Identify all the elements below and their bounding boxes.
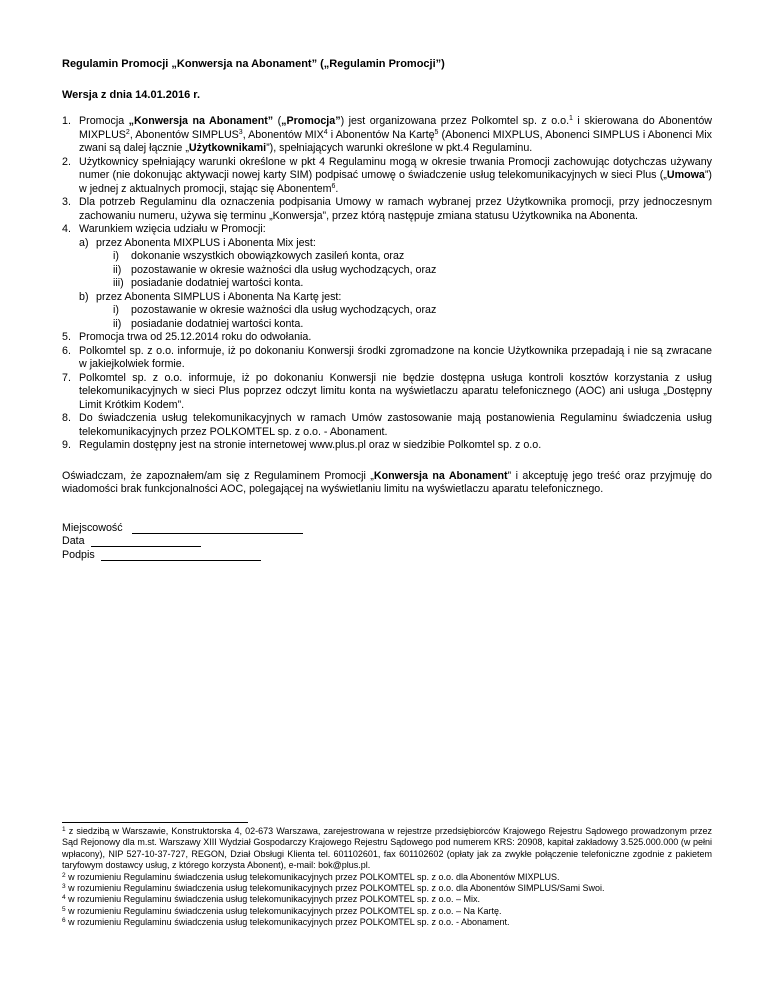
rule-4a-i: i) dokonanie wszystkich obowiązkowych zasileń konta, oraz [113, 250, 405, 262]
signature-input-line[interactable] [101, 549, 261, 561]
place-label: Miejscowość [62, 521, 123, 534]
rule-6: 6. Polkomtel sp. z o.o. informuje, iż po dokonaniu Konwersji środki zgromadzone na koncie Użytkownika przepadają i nie są zwracane w jakiejkolwiek formie. [62, 344, 712, 370]
rule-4b-i: i) pozostawanie w okresie ważności dla usług wychodzących, oraz [113, 304, 437, 316]
footnote-3: $^3$ w rozumieniu Regulaminu świadczenia usług telekomunikacyjnych przez POLKOMTEL sp. z o.o. dla Abonentów SIMPLUS/Sami Swoi. [62, 883, 605, 894]
date-label: Data [62, 535, 85, 547]
rule-8: 8. Do świadczenia usług telekomunikacyjnych w ramach Umów zastosowanie mają postanowienia Regulaminu świadczenia usług telekomunikacyjnych przez POLKOMTEL sp. z o.o. - Abonament. [62, 412, 712, 438]
rule-4a: a) przez Abonenta MIXPLUS i Abonenta Mix jest: i) dokonanie wszystkich obowiązkowych zasileń konta, oraz ii) pozostawanie w okresie ważności dla usług wychodzących, oraz iii) posiadanie dodatniej wartości konta. [79, 237, 712, 291]
footnotes [62, 822, 712, 929]
rule-3: 3. Dla potrzeb Regulaminu dla oznaczenia podpisania Umowy w ramach wybranej przez Użytkownika promocji, przy jednoczesnym zachowaniu numeru, używa się terminu „Konwersja”, przez którą następuje zmiana statusu Użytkownika na Abonenta. [62, 196, 712, 222]
date-input-line[interactable] [91, 535, 201, 547]
rule-9: 9. Regulamin dostępny jest na stronie internetowej www.plus.pl oraz w siedzibie Polkomtel sp. z o.o. [62, 439, 542, 451]
rule-5: 5. Promocja trwa od 25.12.2014 roku do odwołania. [62, 331, 312, 343]
place-input-line[interactable] [132, 522, 303, 534]
rule-4b: b) przez Abonenta SIMPLUS i Abonenta Na Kartę jest: i) pozostawanie w okresie ważności dla usług wychodzących, oraz ii) posiadanie dodatniej wartości konta. [79, 291, 712, 332]
rule-4a-ii: ii) pozostawanie w okresie ważności dla usług wychodzących, oraz [113, 263, 437, 276]
footnote-6: $^6$ w rozumieniu Regulaminu świadczenia usług telekomunikacyjnych przez POLKOMTEL sp. z o.o. - Abonament. [62, 917, 510, 928]
document-body [62, 58, 712, 562]
signature-label: Podpis [62, 548, 95, 561]
rule-4a-iii: iii) posiadanie dodatniej wartości konta. [113, 277, 304, 289]
rule-4b-ii: ii) posiadanie dodatniej wartości konta. [113, 317, 304, 330]
document-title: Regulamin Promocji „Konwersja na Abonament” („Regulamin Promocji”) [62, 58, 445, 70]
rule-2: 2. Użytkownicy spełniający warunki określone w pkt 4 Regulaminu mogą w okresie trwania Promocji zachowując dotychczas używany numer (nie dokonując aktywacji nowej karty SIM) podpisać umowę o świadczenie usług telekomunikacyjnych w sieci Plus („Umowa”) w jednej z aktualnych promocji, stając się Abonentem$^6$. [62, 155, 712, 195]
rules-list [62, 115, 712, 453]
declaration: Oświadczam, że zapoznałem/am się z Regulaminem Promocji „Konwersja na Abonament” i akceptuję jego treść oraz przyjmuję do wiadomości brak funkcjonalności AOC, polegającej na wyświetlaniu limitu na wyświetlaczu aparatu telefonicznego. [62, 469, 713, 495]
footnote-separator [62, 822, 248, 823]
footnote-2: $^2$ w rozumieniu Regulaminu świadczenia usług telekomunikacyjnych przez POLKOMTEL sp. z o.o. dla Abonentów MIXPLUS. [62, 871, 560, 882]
signature-fields [62, 522, 712, 563]
signature-field [62, 549, 712, 563]
rule-7: 7. Polkomtel sp. z o.o. informuje, iż po dokonaniu Konwersji nie będzie dostępna usługa kontroli kosztów korzystania z usług telekomunikacyjnych w sieci Plus poprzez odczyt limitu konta na wyświetlaczu aparatu telefonicznego (AOC) ani usługa „Dostępny Limit Krótkim Kodem”. [62, 371, 712, 411]
date-field [62, 535, 712, 549]
footnote-1: $^1$ z siedzibą w Warszawie, Konstruktorska 4, 02-673 Warszawa, zarejestrowana w rejestrze przedsiębiorców Krajowego Rejestru Sądowego prowadzonym przez Sąd Rejonowy dla m.st. Warszawy XIII Wydział Gospodarczy Krajowego Rejestru Sądowego pod numerem KRS: 20908, kapitał zakładowy 3.525.000.000 (w pełni wpłacony), NIP 527-10-37-727, REGON, Dział Obsługi Klienta tel. 601102601, fax 601102602 (opłaty jak za zwykłe połączenie telefoniczne zgodnie z pakietem taryfowym dostawcy usług, z którego korzysta Abonent), e-mail: bok@plus.pl. [62, 826, 712, 871]
rule-4: 4. Warunkiem wzięcia udziału w Promocji: a) przez Abonenta MIXPLUS i Abonenta Mix jest: i) dokonanie wszystkich obowiązkowych zasileń konta, oraz ii) pozostawanie w okresie ważności dla usług wychodzących, oraz iii) posiadanie dodatniej wartości konta. b) przez Abonenta SIMPLUS i Abonenta Na Kartę jest: i) pozostawanie w okresie ważności dla usług wychodzących, oraz ii) posiadanie dodatniej wartości konta. [62, 223, 712, 331]
rule-1: 1. Promocja „Konwersja na Abonament” („Promocja”) jest organizowana przez Polkomtel sp. z o.o.$^1$ i skierowana do Abonentów MIXPLUS$^2$, Abonentów SIMPLUS$^3$, Abonentów MIX$^4$ i Abonentów Na Kartę$^5$ (Abonenci MIXPLUS, Abonenci SIMPLUS i Abonenci Mix zwani są dalej łącznie „Użytkownikami”), spełniających warunki określone w pkt.4 Regulaminu. [62, 115, 713, 154]
place-field [62, 522, 712, 536]
footnote-5: $^5$ w rozumieniu Regulaminu świadczenia usług telekomunikacyjnych przez POLKOMTEL sp. z o.o. – Na Kartę. [62, 905, 502, 916]
rule-4-sublist [79, 237, 712, 332]
document-version: Wersja z dnia 14.01.2016 r. [62, 88, 200, 101]
footnote-4: $^4$ w rozumieniu Regulaminu świadczenia usług telekomunikacyjnych przez POLKOMTEL sp. z o.o. – Mix. [62, 894, 480, 905]
